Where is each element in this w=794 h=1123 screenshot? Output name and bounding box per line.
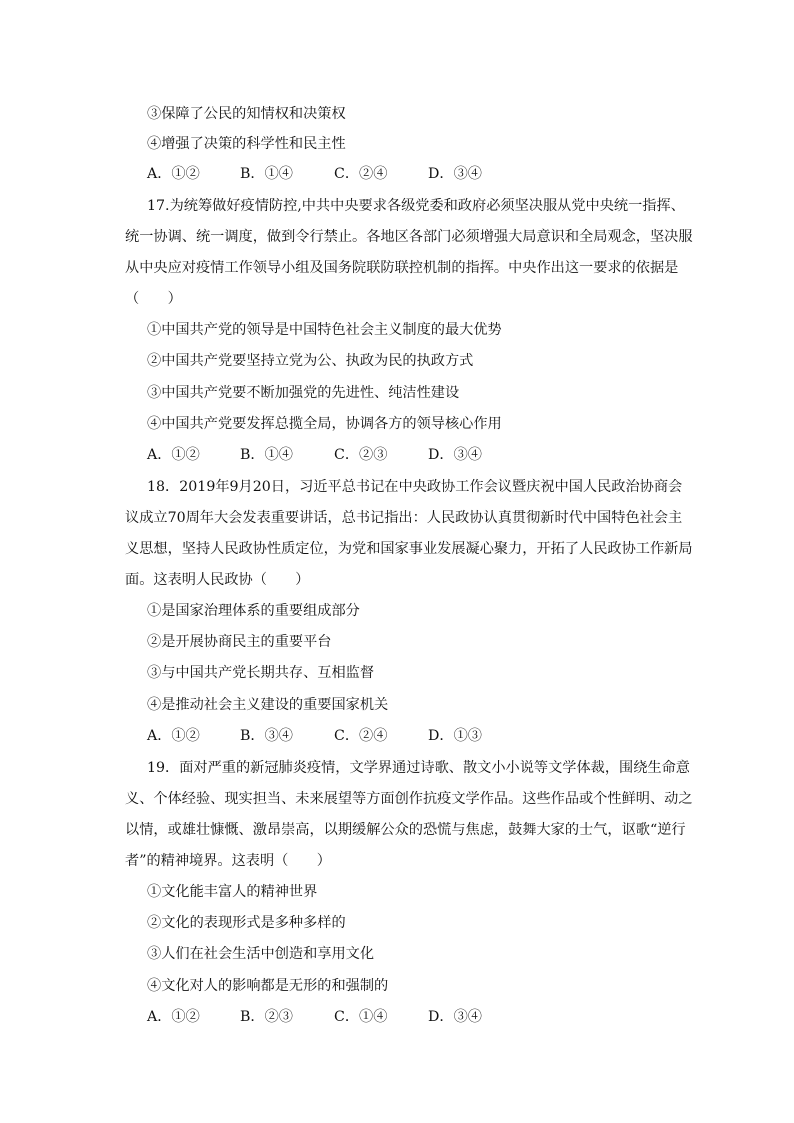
q19-stem-line-2: 义、个体经验、现实担当、未来展望等方面创作抗疫文学作品。这些作品或个性鲜明、动之 <box>125 791 693 807</box>
q16-choice-b: B．①④ <box>240 166 293 182</box>
q18-choice-a: A．①② <box>147 728 200 744</box>
q17-option-3: ③中国共产党要不断加强党的先进性、纯洁性建设 <box>147 385 460 401</box>
q18-stem-line-2: 议成立70周年大会发表重要讲话，总书记指出：人民政协认真贯彻新时代中国特色社会主 <box>125 510 683 526</box>
q16-option-4: ④增强了决策的科学性和民主性 <box>147 136 346 152</box>
q18-option-2: ②是开展协商民主的重要平台 <box>147 634 332 650</box>
q17-option-1: ①中国共产党的领导是中国特色社会主义制度的最大优势 <box>147 322 502 338</box>
q18-option-1: ①是国家治理体系的重要组成部分 <box>147 603 360 619</box>
q19-choice-c: C．①④ <box>334 1009 388 1025</box>
q19-stem-line-1: 19．面对严重的新冠肺炎疫情，文学界通过诗歌、散文小小说等文学体裁，围绕生命意 <box>147 760 690 776</box>
q17-choice-d: D．③④ <box>428 447 482 463</box>
q17-choice-a: A．①② <box>147 447 200 463</box>
q17-stem-line-3: 从中央应对疫情工作领导小组及国务院联防联控机制的指挥。中央作出这一要求的依据是 <box>125 260 679 276</box>
q17-stem-line-2: 统一协调、统一调度，做到令行禁止。各地区各部门必须增强大局意识和全局观念，坚决服 <box>125 229 693 245</box>
q16-choice-c: C．②④ <box>334 166 388 182</box>
q19-choice-a: A．①② <box>147 1009 200 1025</box>
q19-stem-line-3: 以情，或雄壮慷慨、激昂崇高，以期缓解公众的恐慌与焦虑，鼓舞大家的士气，讴歌“逆行 <box>125 822 686 838</box>
q18-choice-b: B．③④ <box>240 728 293 744</box>
q18-stem-line-1: 18．2019年9月20日，习近平总书记在中央政协工作会议暨庆祝中国人民政治协商会 <box>147 479 683 495</box>
q17-answer-blank: （ ） <box>125 291 182 307</box>
q16-choice-d: D．③④ <box>428 166 482 182</box>
q17-choice-c: C．②③ <box>334 447 388 463</box>
q19-option-1: ①文化能丰富人的精神世界 <box>147 884 318 900</box>
q18-choice-c: C．②④ <box>334 728 388 744</box>
q17-option-4: ④中国共产党要发挥总揽全局，协调各方的领导核心作用 <box>147 416 502 432</box>
q19-stem-line-4: 者”的精神境界。这表明（ ） <box>125 853 331 869</box>
q19-choice-d: D．③④ <box>428 1009 482 1025</box>
q19-option-3: ③人们在社会生活中创造和享用文化 <box>147 946 375 962</box>
q17-choice-b: B．①④ <box>240 447 293 463</box>
q18-option-4: ④是推动社会主义建设的重要国家机关 <box>147 697 389 713</box>
q19-option-4: ④文化对人的影响都是无形的和强制的 <box>147 978 389 994</box>
q18-option-3: ③与中国共产党长期共存、互相监督 <box>147 665 375 681</box>
q18-stem-line-4: 面。这表明人民政协（ ） <box>125 572 310 588</box>
q17-stem-line-1: 17.为统筹做好疫情防控,中共中央要求各级党委和政府必须坚决服从党中央统一指挥、 <box>147 198 685 214</box>
q18-choice-d: D．①③ <box>428 728 482 744</box>
q17-option-2: ②中国共产党要坚持立党为公、执政为民的执政方式 <box>147 353 474 369</box>
q19-option-2: ②文化的表现形式是多种多样的 <box>147 915 346 931</box>
q16-option-3: ③保障了公民的知情权和决策权 <box>147 106 346 122</box>
q19-choice-b: B．②③ <box>240 1009 293 1025</box>
q16-choice-a: A．①② <box>147 166 200 182</box>
q18-stem-line-3: 义思想，坚持人民政协性质定位，为党和国家事业发展凝心聚力，开拓了人民政协工作新局 <box>125 541 693 557</box>
